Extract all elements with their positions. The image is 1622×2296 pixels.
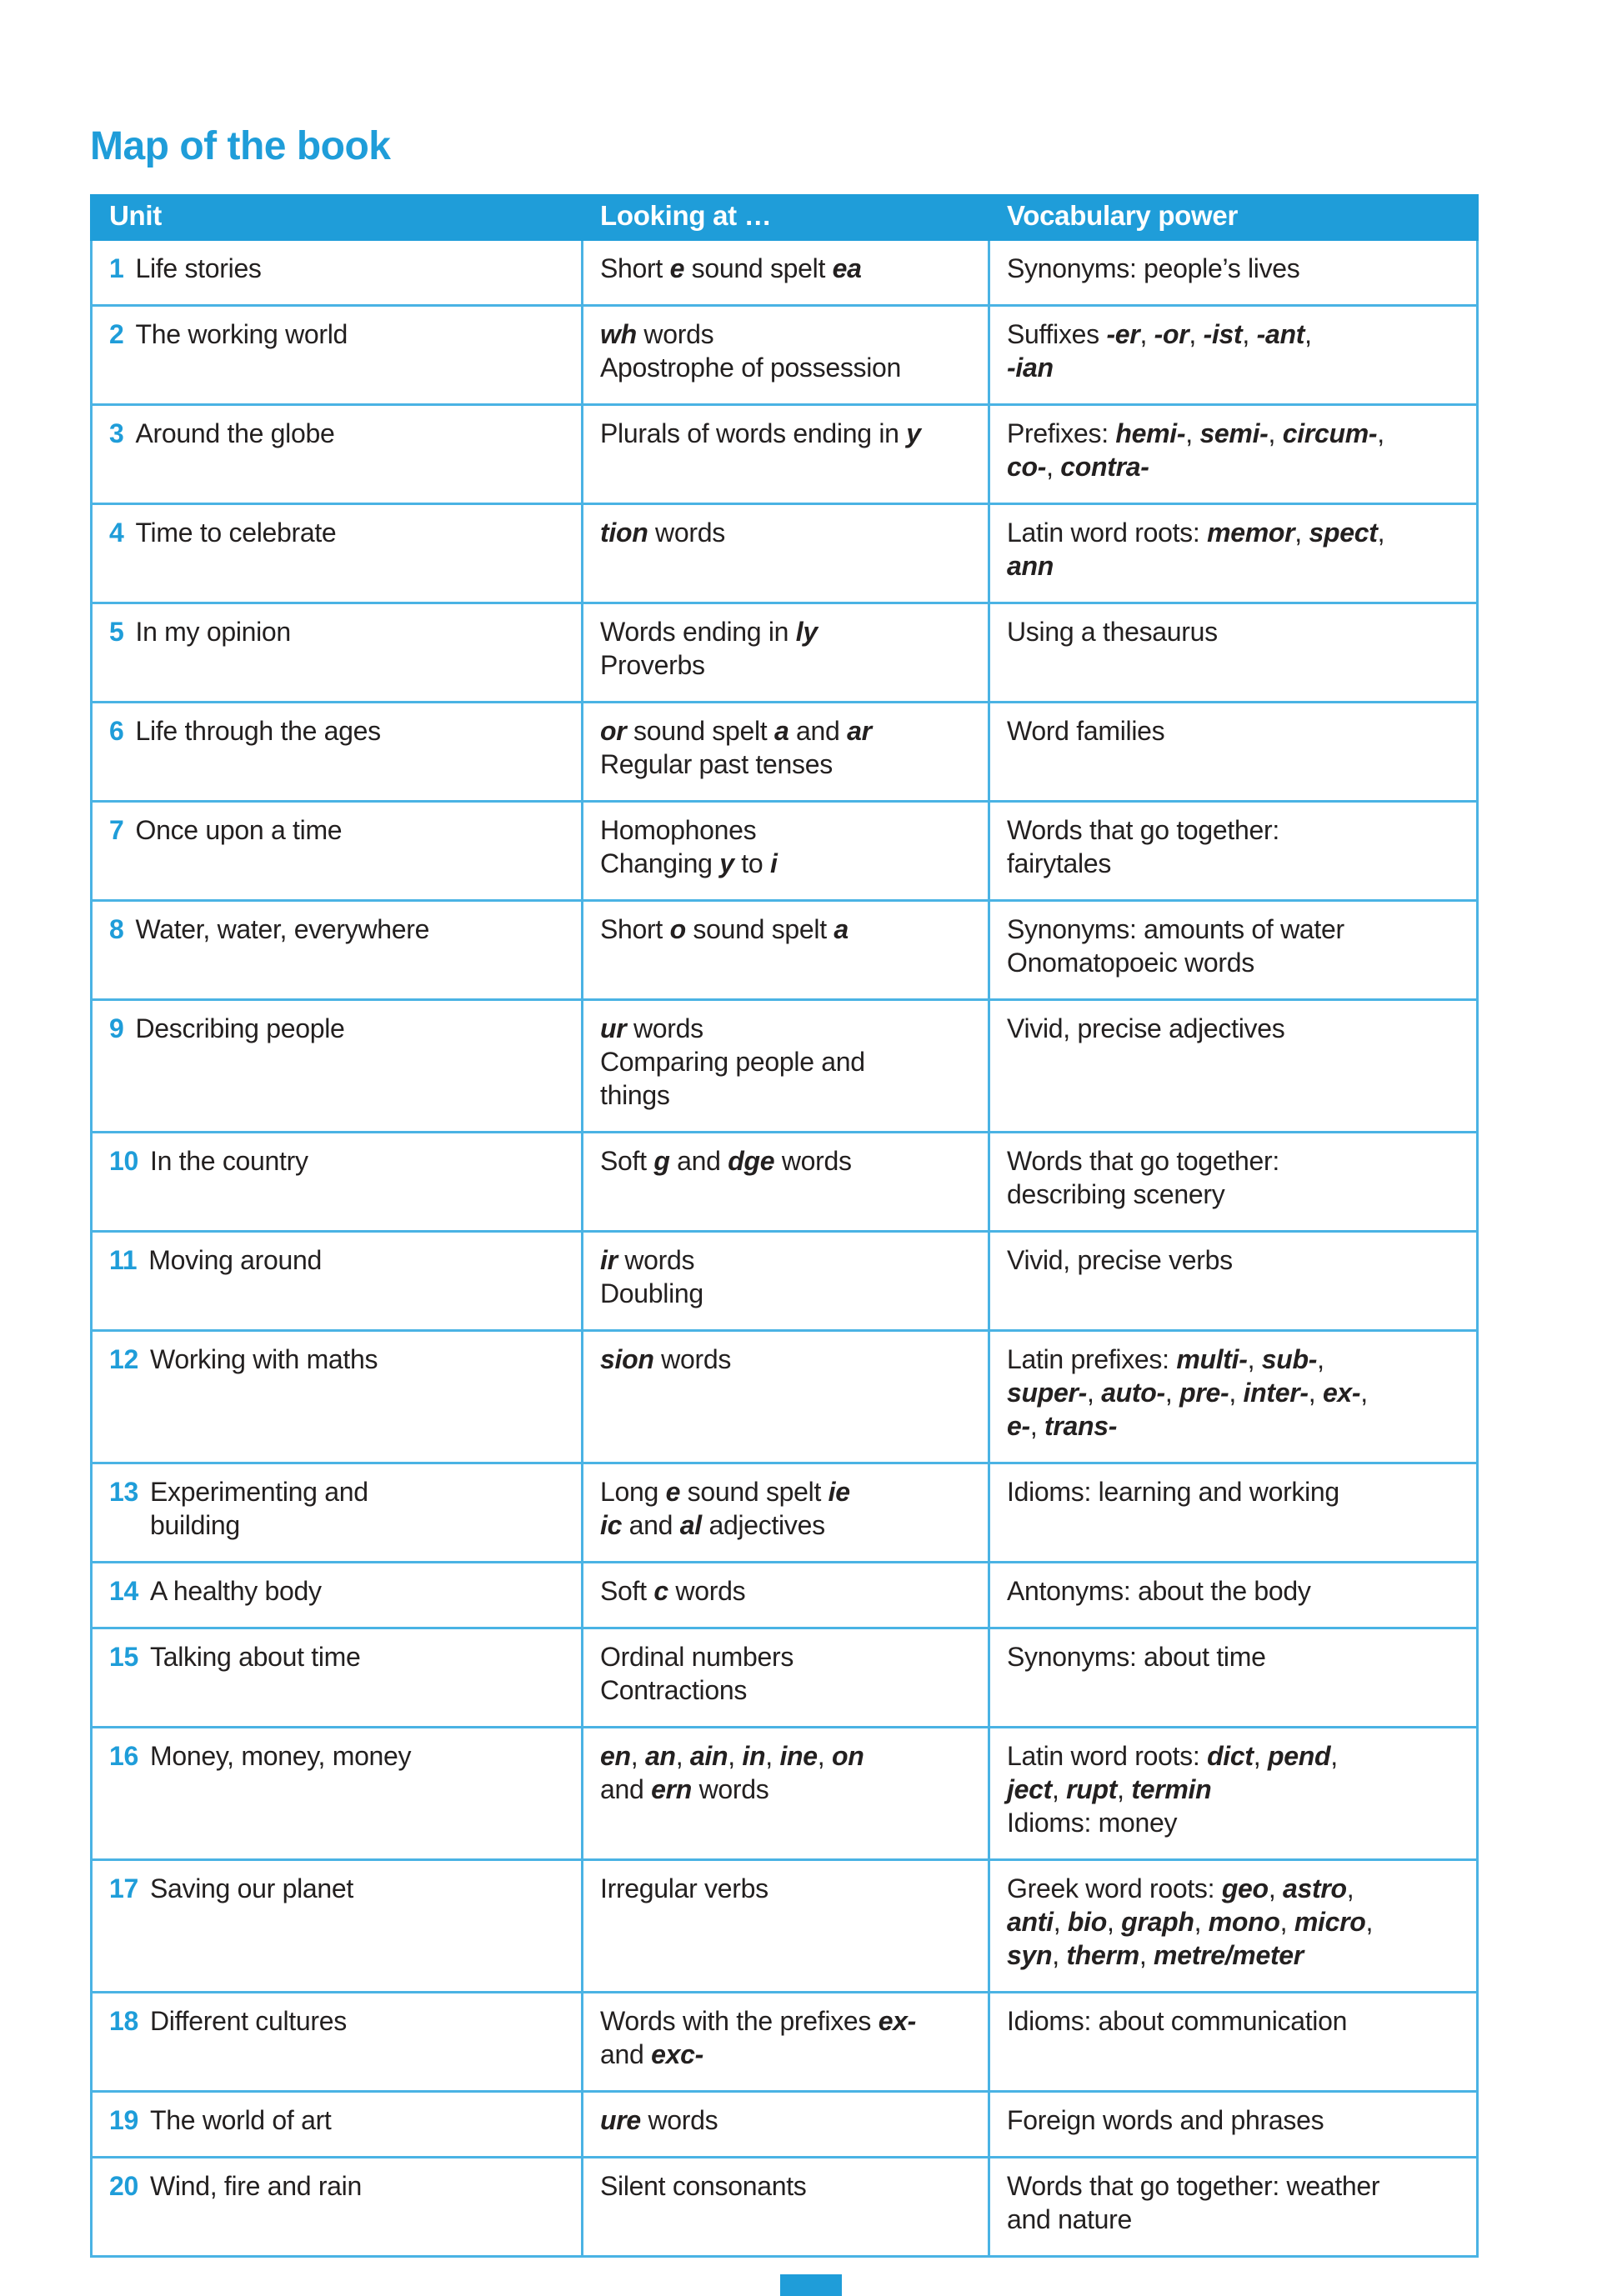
unit-name: Talking about time <box>150 1642 361 1672</box>
table-row <box>92 1000 1478 1133</box>
looking-at-cell <box>583 703 989 802</box>
vocab-cell <box>989 1331 1478 1463</box>
looking-at-cell <box>583 1860 989 1993</box>
text-line: Short o sound spelt a <box>600 914 849 944</box>
text-line: Prefixes: hemi-, semi-, circum-, <box>1007 418 1384 448</box>
table-row <box>92 1331 1478 1463</box>
unit-number: 19 <box>109 2105 138 2135</box>
header-unit: Unit <box>92 196 583 240</box>
table-row <box>92 405 1478 504</box>
vocab-cell <box>989 1000 1478 1133</box>
table-row <box>92 1133 1478 1232</box>
unit-number: 7 <box>109 815 124 845</box>
unit-name: Describing people <box>135 1013 345 1043</box>
text-line: Latin word roots: dict, pend, <box>1007 1741 1338 1771</box>
vocab-cell <box>989 405 1478 504</box>
text-line: co-, contra- <box>1007 452 1149 482</box>
table-row <box>92 504 1478 603</box>
unit-name: Once upon a time <box>135 815 343 845</box>
vocab-cell <box>989 901 1478 1000</box>
unit-name: A healthy body <box>150 1576 322 1606</box>
table-row <box>92 1860 1478 1993</box>
text-line: -ian <box>1007 353 1054 383</box>
text-line: Ordinal numbers <box>600 1642 794 1672</box>
text-line: Plurals of words ending in y <box>600 418 921 448</box>
text-line: anti, bio, graph, mono, micro, <box>1007 1907 1374 1937</box>
vocab-cell <box>989 504 1478 603</box>
unit-name: Life stories <box>135 253 262 283</box>
vocab-cell <box>989 2158 1478 2257</box>
text-line: Vivid, precise adjectives <box>1007 1013 1285 1043</box>
vocab-cell <box>989 603 1478 703</box>
unit-number: 14 <box>109 1576 138 1606</box>
unit-name: Water, water, everywhere <box>135 914 430 944</box>
unit-number: 12 <box>109 1344 138 1374</box>
looking-at-cell <box>583 405 989 504</box>
unit-name: Money, money, money <box>150 1741 412 1771</box>
unit-cell <box>92 1000 583 1133</box>
looking-at-cell <box>583 1133 989 1232</box>
text-line: Words that go together: <box>1007 815 1279 845</box>
text-line: Greek word roots: geo, astro, <box>1007 1873 1354 1903</box>
table-row <box>92 703 1478 802</box>
unit-name: Saving our planet <box>150 1873 353 1903</box>
page-footer-bar <box>780 2274 842 2296</box>
unit-cell <box>92 1628 583 1728</box>
unit-number: 17 <box>109 1873 138 1903</box>
text-line: Latin word roots: memor, spect, <box>1007 518 1385 548</box>
vocab-cell <box>989 802 1478 901</box>
vocab-cell <box>989 1232 1478 1331</box>
vocab-cell <box>989 1993 1478 2092</box>
unit-cell <box>92 1563 583 1628</box>
unit-cell <box>92 1463 583 1563</box>
text-line: Soft c words <box>600 1576 746 1606</box>
looking-at-cell <box>583 1232 989 1331</box>
unit-table-body <box>92 240 1478 2257</box>
unit-number: 2 <box>109 319 124 349</box>
unit-number: 1 <box>109 253 124 283</box>
unit-cell <box>92 1993 583 2092</box>
text-line: syn, therm, metre/meter <box>1007 1940 1304 1970</box>
text-line: and exc- <box>600 2039 703 2069</box>
unit-number: 5 <box>109 617 124 647</box>
text-line: Synonyms: people’s lives <box>1007 253 1300 283</box>
vocab-cell <box>989 2092 1478 2158</box>
vocab-cell <box>989 1563 1478 1628</box>
text-line: and ern words <box>600 1774 769 1804</box>
looking-at-cell <box>583 1000 989 1133</box>
unit-number: 20 <box>109 2171 138 2201</box>
text-line: ject, rupt, termin <box>1007 1774 1212 1804</box>
unit-number: 9 <box>109 1013 124 1043</box>
unit-name: In my opinion <box>135 617 291 647</box>
unit-cell <box>92 1331 583 1463</box>
text-line: Contractions <box>600 1675 748 1705</box>
text-line: Synonyms: amounts of water <box>1007 914 1344 944</box>
text-line: Idioms: about communication <box>1007 2006 1348 2036</box>
table-row <box>92 1232 1478 1331</box>
text-line: super-, auto-, pre-, inter-, ex-, <box>1007 1378 1368 1408</box>
unit-cell <box>92 405 583 504</box>
vocab-cell <box>989 1728 1478 1860</box>
unit-name: The world of art <box>150 2105 332 2135</box>
table-row <box>92 603 1478 703</box>
table-row <box>92 306 1478 405</box>
text-line: ic and al adjectives <box>600 1510 825 1540</box>
unit-name: Moving around <box>148 1245 323 1275</box>
text-line: Words with the prefixes ex- <box>600 2006 917 2036</box>
text-line: Irregular verbs <box>600 1873 768 1903</box>
unit-cell <box>92 240 583 306</box>
text-line: Long e sound spelt ie <box>600 1477 850 1507</box>
looking-at-cell <box>583 2158 989 2257</box>
table-row <box>92 240 1478 306</box>
text-line: Changing y to i <box>600 848 778 878</box>
text-line: things <box>600 1080 670 1110</box>
looking-at-cell <box>583 1993 989 2092</box>
unit-number: 16 <box>109 1741 138 1771</box>
unit-number: 4 <box>109 518 124 548</box>
text-line: Suffixes -er, -or, -ist, -ant, <box>1007 319 1312 349</box>
unit-name: Wind, fire and rain <box>150 2171 362 2201</box>
text-line: Using a thesaurus <box>1007 617 1218 647</box>
table-row <box>92 2092 1478 2158</box>
text-line: Comparing people and <box>600 1047 865 1077</box>
text-line: ann <box>1007 551 1054 581</box>
text-line: Vivid, precise verbs <box>1007 1245 1233 1275</box>
unit-number: 6 <box>109 716 124 746</box>
text-line: or sound spelt a and ar <box>600 716 872 746</box>
looking-at-cell <box>583 1728 989 1860</box>
vocab-cell <box>989 703 1478 802</box>
table-row <box>92 1628 1478 1728</box>
unit-name: In the country <box>150 1146 308 1176</box>
vocab-cell <box>989 1463 1478 1563</box>
unit-number: 13 <box>109 1477 138 1507</box>
table-row <box>92 1728 1478 1860</box>
text-line: and nature <box>1007 2204 1133 2234</box>
looking-at-cell <box>583 1463 989 1563</box>
text-line: describing scenery <box>1007 1179 1225 1209</box>
vocab-cell <box>989 240 1478 306</box>
unit-name: Time to celebrate <box>135 518 337 548</box>
unit-name: Working with maths <box>150 1344 378 1374</box>
text-line: Words ending in ly <box>600 617 818 647</box>
unit-cell <box>92 2158 583 2257</box>
text-line: Idioms: learning and working <box>1007 1477 1339 1507</box>
table-row <box>92 2158 1478 2257</box>
looking-at-cell <box>583 1628 989 1728</box>
text-line: Homophones <box>600 815 757 845</box>
table-header-row <box>92 196 1478 240</box>
table-row <box>92 1993 1478 2092</box>
unit-cell <box>92 1860 583 1993</box>
text-line: e-, trans- <box>1007 1411 1118 1441</box>
looking-at-cell <box>583 2092 989 2158</box>
text-line: Antonyms: about the body <box>1007 1576 1311 1606</box>
text-line: Word families <box>1007 716 1165 746</box>
text-line: ur words <box>600 1013 703 1043</box>
unit-cell <box>92 306 583 405</box>
unit-name: Life through the ages <box>135 716 381 746</box>
unit-cell <box>92 1133 583 1232</box>
text-line: Apostrophe of possession <box>600 353 902 383</box>
text-line: ir words <box>600 1245 695 1275</box>
unit-number: 8 <box>109 914 124 944</box>
looking-at-cell <box>583 901 989 1000</box>
unit-cell <box>92 703 583 802</box>
text-line: Proverbs <box>600 650 705 680</box>
unit-name: The working world <box>135 319 348 349</box>
vocab-cell <box>989 1628 1478 1728</box>
text-line: Words that go together: <box>1007 1146 1279 1176</box>
text-line: Silent consonants <box>600 2171 807 2201</box>
text-line: Foreign words and phrases <box>1007 2105 1324 2135</box>
looking-at-cell <box>583 603 989 703</box>
text-line: Regular past tenses <box>600 749 833 779</box>
unit-cell <box>92 802 583 901</box>
unit-number: 10 <box>109 1146 138 1176</box>
unit-name: Around the globe <box>135 418 335 448</box>
text-line: fairytales <box>1007 848 1112 878</box>
text-line: tion words <box>600 518 725 548</box>
vocab-cell <box>989 306 1478 405</box>
unit-cell <box>92 603 583 703</box>
text-line: Synonyms: about time <box>1007 1642 1266 1672</box>
text-line: Idioms: money <box>1007 1808 1178 1838</box>
page-title: Map of the book <box>90 124 391 169</box>
looking-at-cell <box>583 240 989 306</box>
text-line: Soft g and dge words <box>600 1146 852 1176</box>
looking-at-cell <box>583 1563 989 1628</box>
unit-number: 11 <box>109 1245 138 1275</box>
looking-at-cell <box>583 1331 989 1463</box>
unit-cell <box>92 1232 583 1331</box>
text-line: sion words <box>600 1344 732 1374</box>
looking-at-cell <box>583 802 989 901</box>
table-row <box>92 1563 1478 1628</box>
table-row <box>92 901 1478 1000</box>
unit-cell <box>92 504 583 603</box>
unit-number: 3 <box>109 418 124 448</box>
table-row <box>92 1463 1478 1563</box>
unit-number: 15 <box>109 1642 138 1672</box>
text-line: ure words <box>600 2105 718 2135</box>
unit-cell <box>92 1728 583 1860</box>
unit-cell <box>92 901 583 1000</box>
text-line: en, an, ain, in, ine, on <box>600 1741 864 1771</box>
header-looking-at: Looking at … <box>583 196 989 240</box>
text-line: Doubling <box>600 1278 703 1308</box>
unit-number: 18 <box>109 2006 138 2036</box>
header-vocabulary-power: Vocabulary power <box>989 196 1478 240</box>
looking-at-cell <box>583 306 989 405</box>
text-line: Onomatopoeic words <box>1007 948 1254 978</box>
unit-name: Different cultures <box>150 2006 347 2036</box>
text-line: Words that go together: weather <box>1007 2171 1380 2201</box>
looking-at-cell <box>583 504 989 603</box>
unit-cell <box>92 2092 583 2158</box>
vocab-cell <box>989 1133 1478 1232</box>
unit-name: Experimenting and building <box>150 1477 368 1540</box>
table-row <box>92 802 1478 901</box>
text-line: Short e sound spelt ea <box>600 253 862 283</box>
text-line: wh words <box>600 319 714 349</box>
text-line: Latin prefixes: multi-, sub-, <box>1007 1344 1324 1374</box>
map-of-the-book-table <box>90 194 1479 2258</box>
vocab-cell <box>989 1860 1478 1993</box>
